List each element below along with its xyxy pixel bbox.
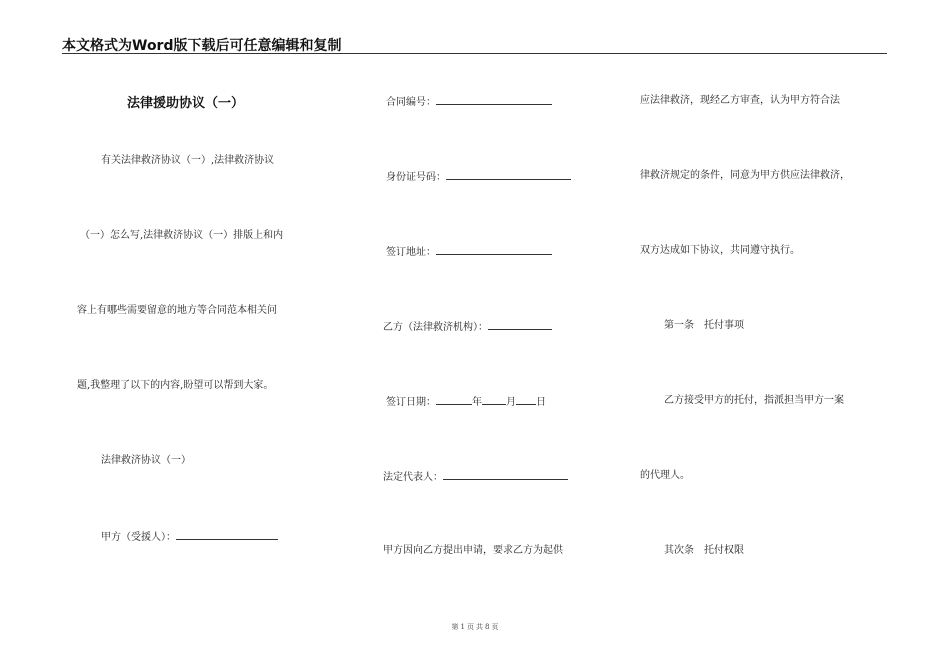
signing-date-label: 签订日期： [386, 397, 436, 408]
section-heading: 法律救济协议（一） [101, 455, 191, 466]
party-b-field [383, 320, 552, 334]
paragraph-line: 甲方因向乙方提出申请，要求乙方为起供 [383, 545, 563, 556]
signing-date-field [386, 395, 546, 409]
document-header: 本文格式为Word版下载后可任意编辑和复制 [62, 38, 342, 54]
legal-rep-field [383, 470, 568, 484]
party-a-label: 甲方（受援人）： [101, 532, 176, 543]
legal-rep-label: 法定代表人： [383, 472, 443, 483]
paragraph-line: 的代理人。 [640, 470, 690, 481]
signing-address-label: 签订地址： [386, 247, 436, 258]
footer-prefix: 第 [451, 623, 459, 631]
contract-number-blank [436, 95, 552, 105]
contract-number-label: 合同编号： [386, 97, 436, 108]
paragraph-line: 律救济规定的条件，同意为甲方供应法律救济， [640, 170, 850, 181]
page-title: 法律援助协议（一） [127, 96, 245, 111]
year-blank [436, 395, 472, 405]
id-number-label: 身份证号码： [386, 172, 446, 183]
article-heading: 第一条 托付事项 [664, 320, 744, 331]
paragraph-line: 应法律救济，现经乙方审查，认为甲方符合法 [640, 95, 840, 106]
page-number: 1 [460, 623, 465, 631]
paragraph-line: （一）怎么写,法律救济协议（一）排版上和内 [80, 230, 284, 241]
signing-address-field [386, 245, 552, 259]
paragraph-line: 容上有哪些需要留意的地方等合同范本相关问 [77, 305, 277, 316]
party-b-label: 乙方（法律救济机构）： [383, 322, 488, 333]
party-a-blank [176, 530, 278, 540]
month-label: 月 [506, 397, 516, 408]
contract-number-field [386, 95, 552, 109]
party-b-blank [488, 320, 552, 330]
article-heading: 其次条 托付权限 [664, 545, 744, 556]
footer-mid1: 页 [467, 623, 474, 631]
month-blank [482, 395, 506, 405]
id-number-blank [446, 170, 571, 180]
page-total: 8 [485, 623, 490, 631]
signing-address-blank [436, 245, 552, 255]
paragraph-line: 有关法律救济协议（一）,法律救济协议 [101, 155, 275, 166]
page-footer [0, 622, 950, 632]
day-blank [516, 395, 536, 405]
day-label: 日 [536, 397, 546, 408]
paragraph-line: 双方达成如下协议，共同遵守执行。 [640, 245, 800, 256]
id-number-field [386, 170, 571, 184]
party-a-field [101, 530, 278, 544]
legal-rep-blank [443, 470, 568, 480]
paragraph-line: 乙方接受甲方的托付，指派担当甲方一案 [664, 395, 844, 406]
footer-mid2: 共 [476, 623, 483, 631]
header-divider [62, 53, 887, 54]
paragraph-line: 题,我整理了以下的内容,盼望可以帮到大家。 [77, 380, 274, 391]
year-label: 年 [472, 397, 482, 408]
footer-suffix: 页 [491, 623, 499, 631]
